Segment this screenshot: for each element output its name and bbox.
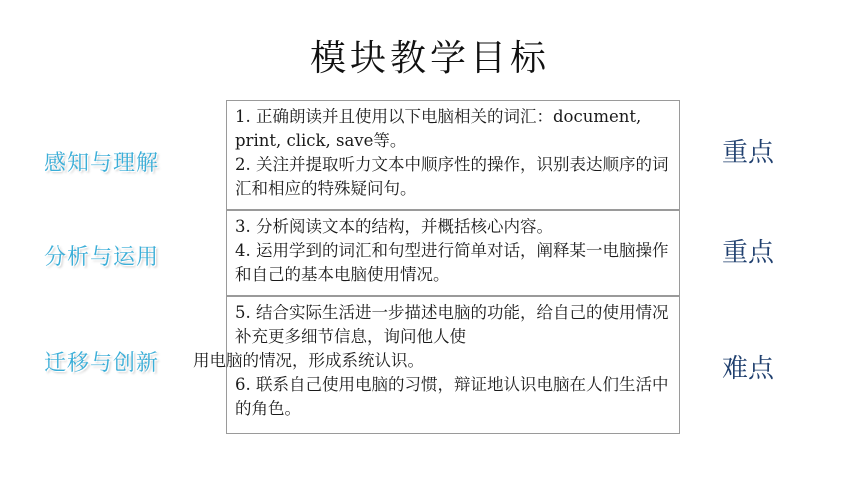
objective-item: 1. 正确朗读并且使用以下电脑相关的词汇：document, print, click, save等。 bbox=[235, 107, 642, 150]
page-title: 模块教学目标 bbox=[309, 38, 550, 79]
objective-box-2 bbox=[226, 210, 680, 296]
level-label-3: 难点 bbox=[722, 354, 775, 384]
level-label-1: 重点 bbox=[722, 138, 775, 168]
objective-item-overflow: 用电脑的情况，形成系统认识。 bbox=[193, 351, 424, 370]
category-analysis: 分析与运用 bbox=[44, 245, 160, 270]
level-label-2: 重点 bbox=[722, 238, 775, 268]
objective-item: 3. 分析阅读文本的结构，并概括核心内容。 bbox=[235, 217, 553, 236]
objective-item: 5. 结合实际生活进一步描述电脑的功能，给自己的使用情况补充更多细节信息，询问他人使 bbox=[235, 303, 669, 346]
objective-box-1 bbox=[226, 100, 680, 210]
category-transfer: 迁移与创新 bbox=[44, 351, 160, 376]
objective-item: 4. 运用学到的词汇和句型进行简单对话，阐释某一电脑操作和自己的基本电脑使用情况。 bbox=[235, 241, 669, 284]
objective-item: 6. 联系自己使用电脑的习惯，辩证地认识电脑在人们生活中的角色。 bbox=[235, 375, 669, 418]
category-perception: 感知与理解 bbox=[44, 151, 160, 176]
objective-item: 2. 关注并提取听力文本中顺序性的操作，识别表达顺序的词汇和相应的特殊疑问句。 bbox=[235, 155, 669, 198]
